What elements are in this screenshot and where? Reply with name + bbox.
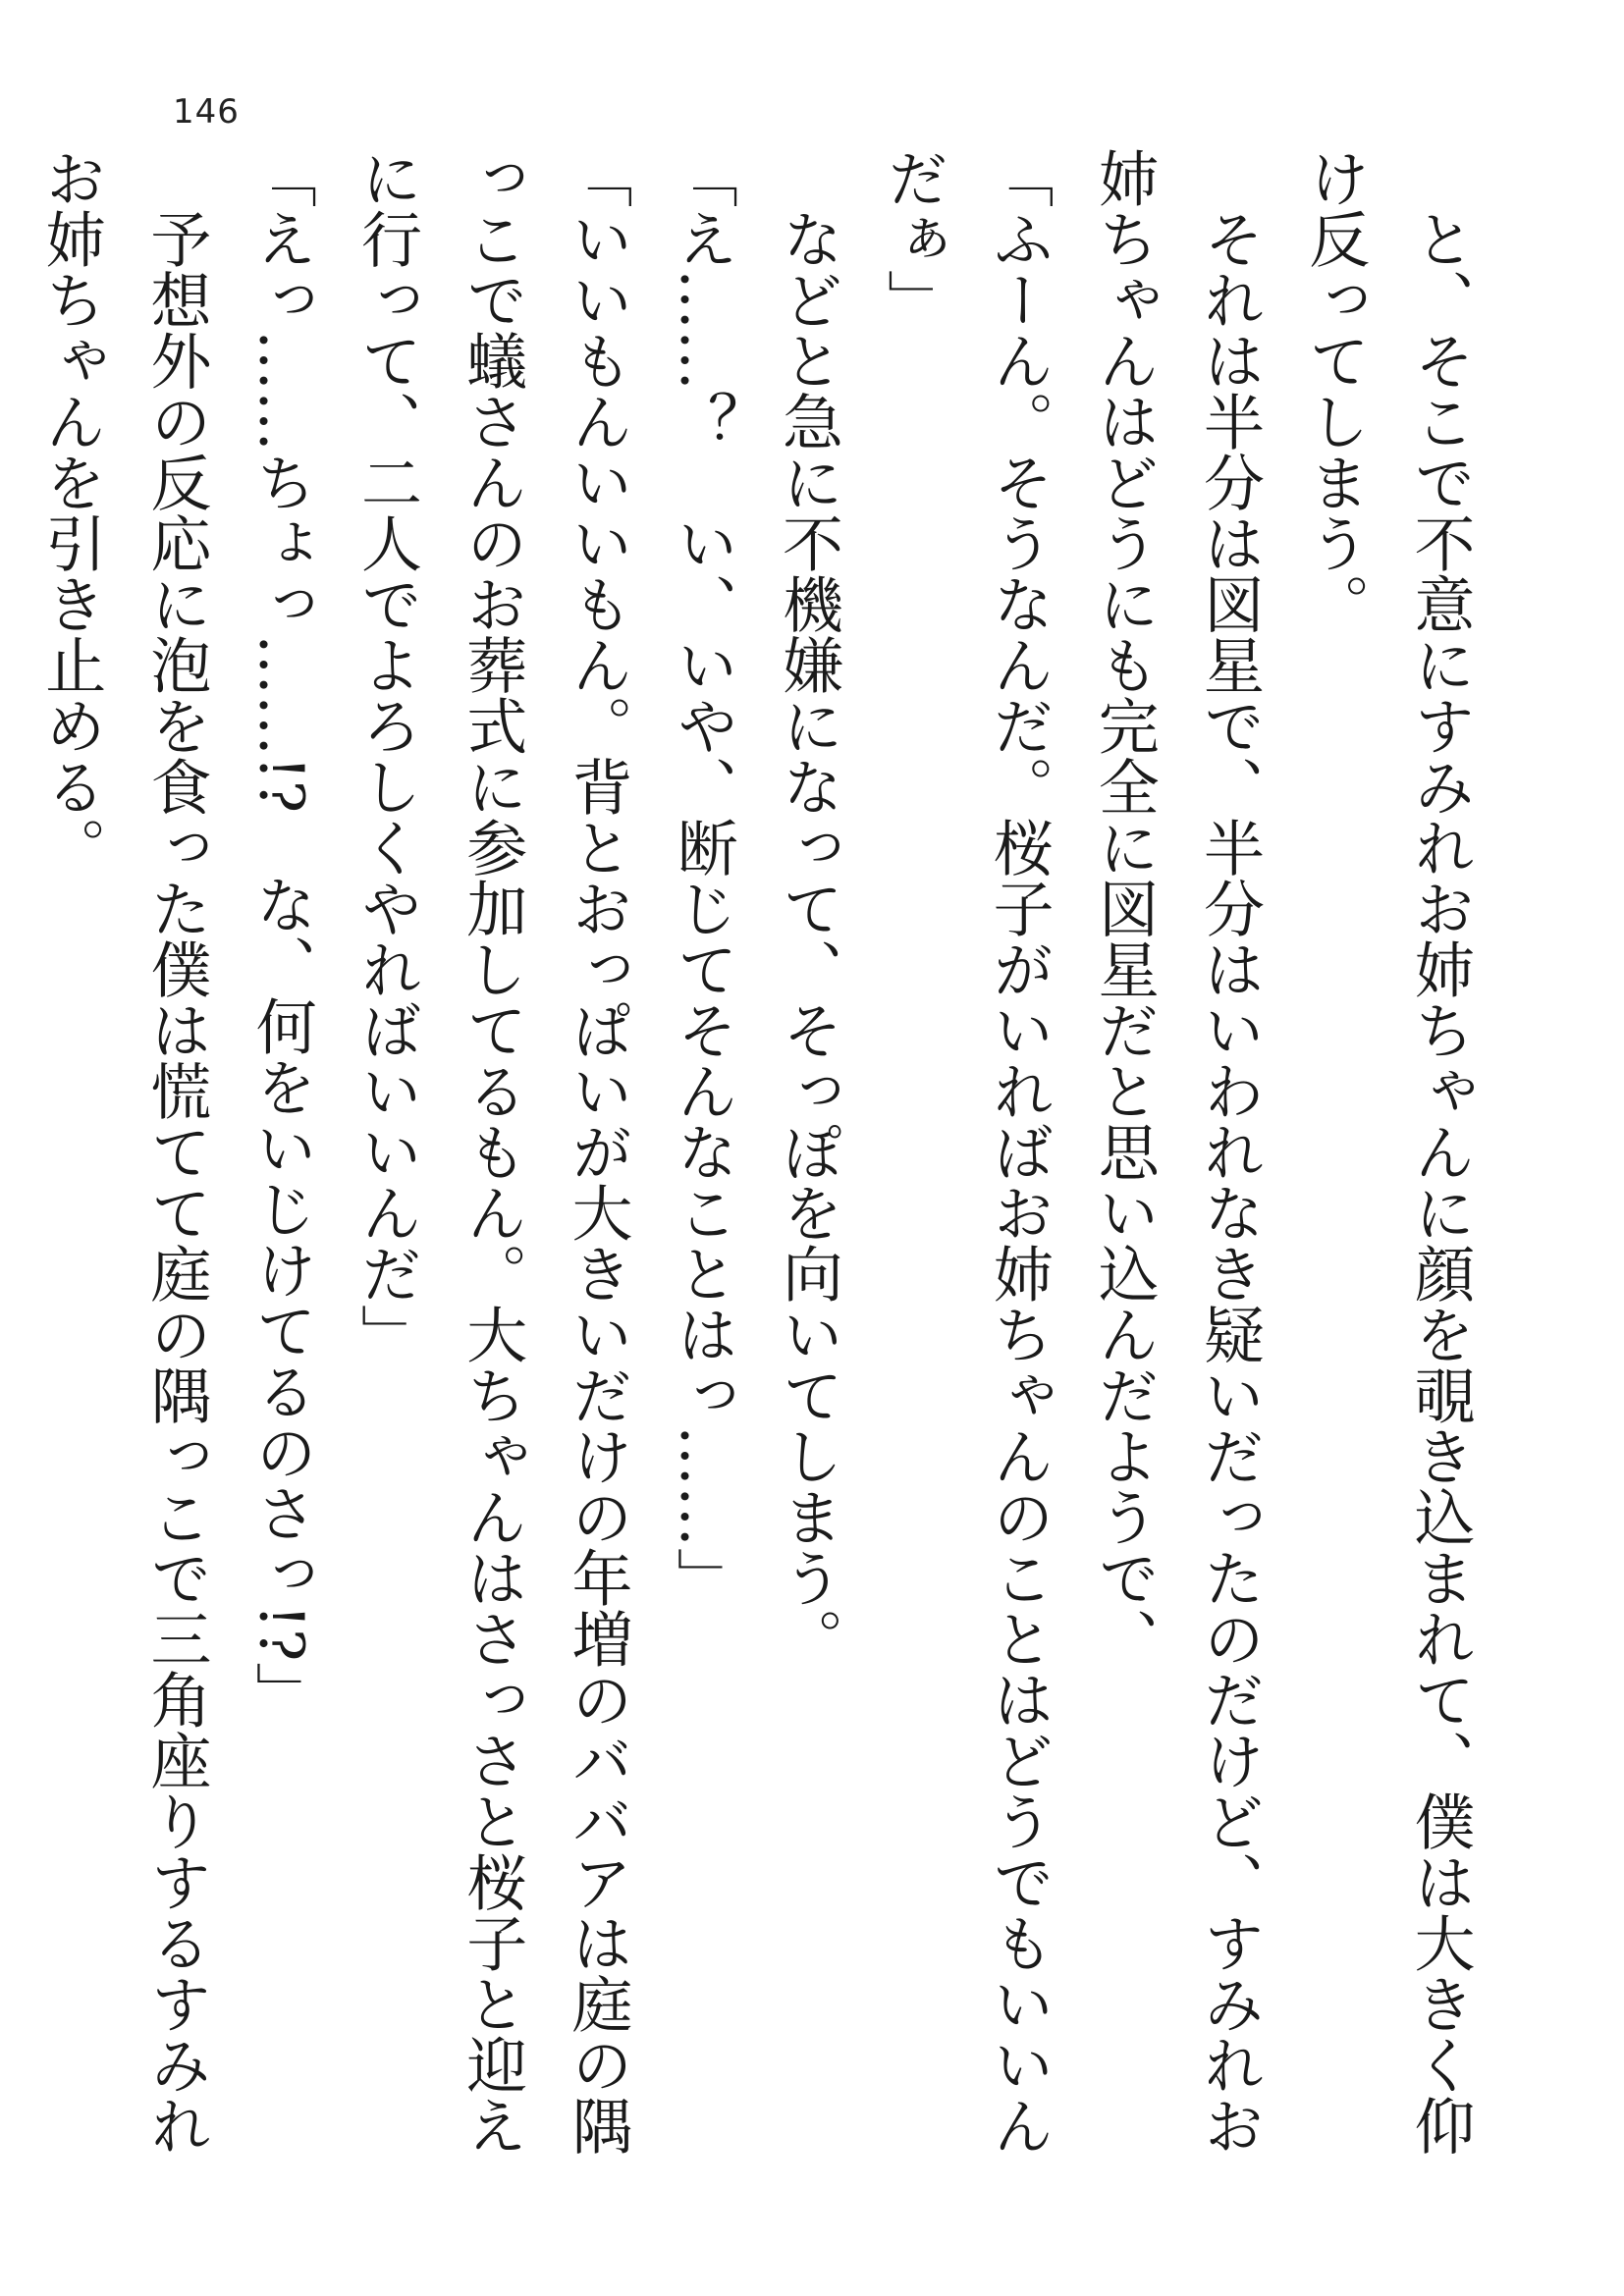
text-paragraph: 「えっ……ちょっ……!? な、何をいじけてるのさっ!?」 (245, 147, 318, 1723)
text-paragraph: 「え……？ い、いや、断じてそんなことはっ……」 (667, 147, 739, 1608)
body-text (34, 147, 1492, 2179)
text-paragraph: などと急に不機嫌になって、そっぽを向いてしまう。 (772, 208, 844, 1669)
page-number: 146 (173, 92, 240, 132)
text-paragraph: 「ふーん。そうなんだ。桜子がいればお姉ちゃんのことはどうでもいいんだぁ」 (877, 147, 1055, 2156)
text-paragraph: 予想外の反応に泡を食った僕は慌てて庭の隅っこで三角座りするすみれお姉ちゃんを引き止める。 (34, 147, 212, 2156)
text-paragraph (0, 147, 19, 2179)
text-paragraph: それは半分は図星で、半分はいわれなき疑いだったのだけど、すみれお姉ちゃんはどうにも完全に図星だと思い込んだようで、 (1088, 147, 1266, 2156)
text-paragraph: と、そこで不意にすみれお姉ちゃんに顔を覗き込まれて、僕は大きく仰け反ってしまう。 (1298, 147, 1476, 2156)
text-paragraph: 「いいもんいいもん。背とおっぱいが大きいだけの年増のババアは庭の隅っこで蟻さんのお葬式に参加してるもん。大ちゃんはさっさと桜子と迎えに行って、二人でよろしくやればいいんだ」 (351, 147, 633, 2156)
